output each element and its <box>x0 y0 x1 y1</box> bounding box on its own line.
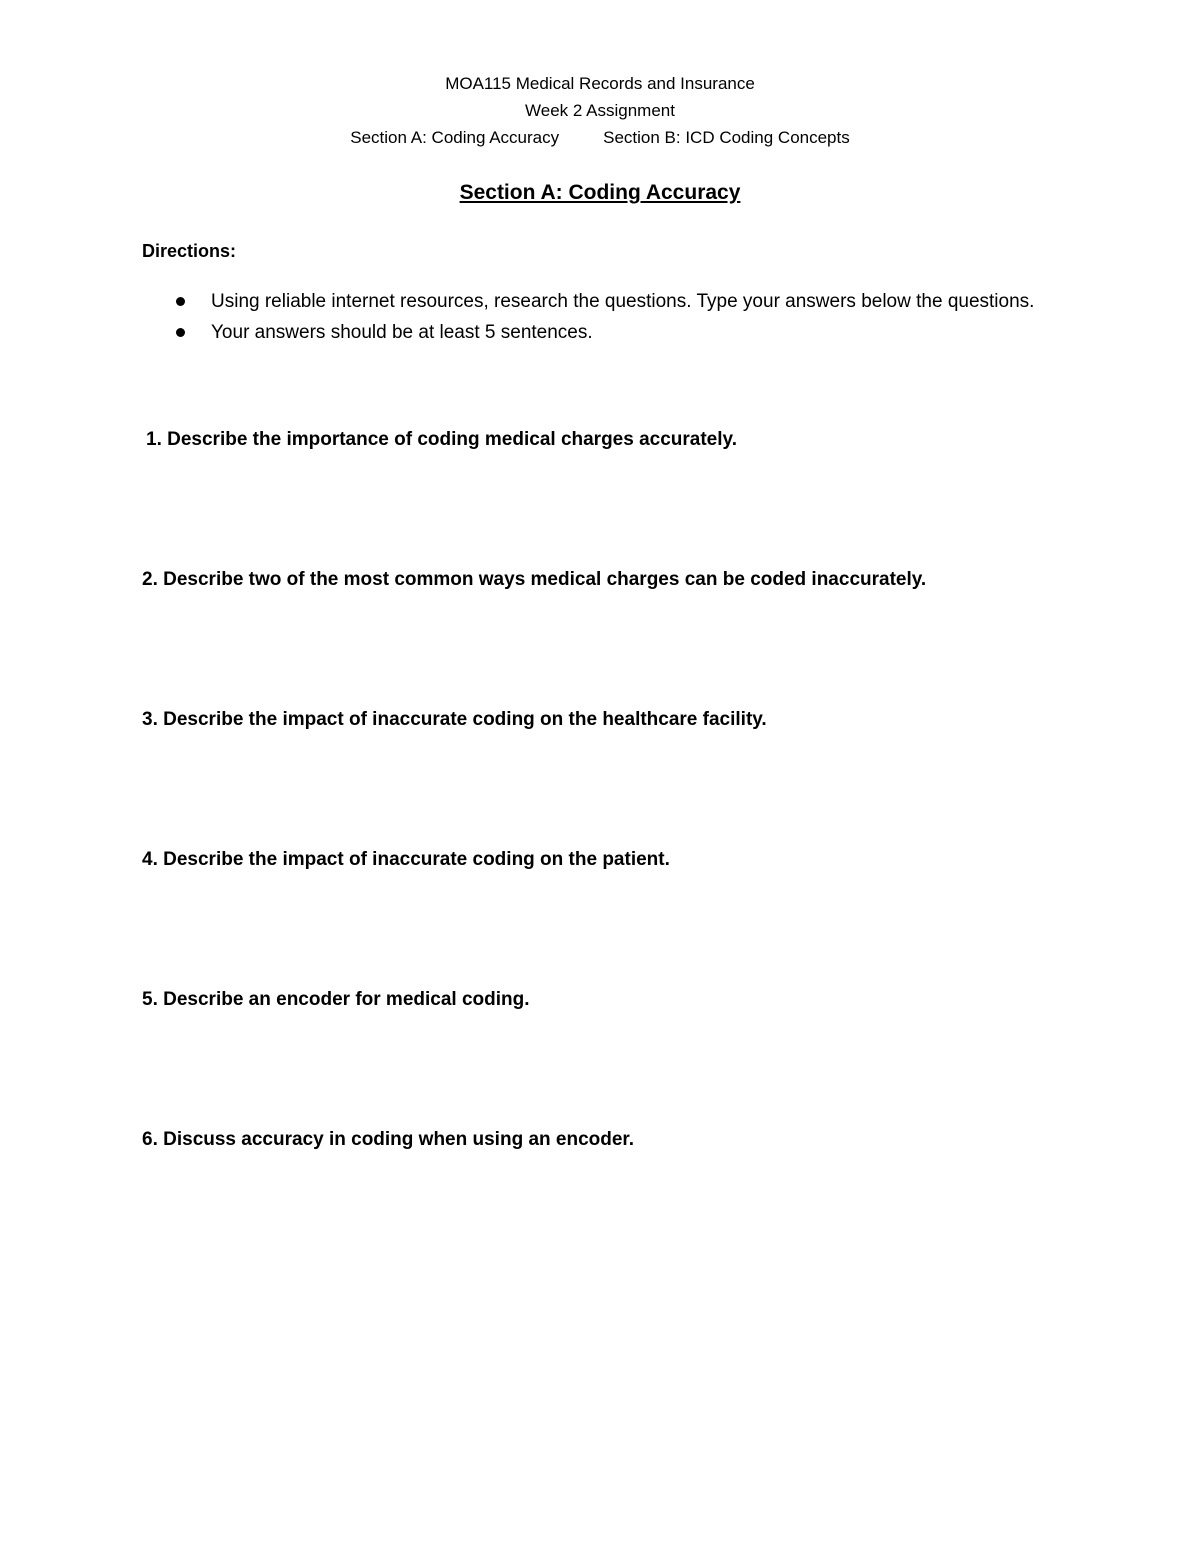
directions-list <box>142 286 1062 348</box>
bullet-icon <box>176 297 185 306</box>
list-item <box>142 286 1062 317</box>
section-heading: Section A: Coding Accuracy <box>459 181 741 204</box>
assignment-title: Week 2 Assignment <box>525 101 675 120</box>
directions-label: Directions: <box>142 241 237 261</box>
section-list <box>0 128 1200 148</box>
question-2: 2. Describe two of the most common ways medical charges can be coded inaccurately. <box>142 569 927 590</box>
section-a-label: Section A: Coding Accuracy <box>350 128 560 147</box>
question-5: 5. Describe an encoder for medical coding. <box>142 989 530 1010</box>
bullet-text: Using reliable internet resources, research the questions. Type your answers below the questions. <box>211 291 1035 312</box>
section-b-label: Section B: ICD Coding Concepts <box>603 128 850 147</box>
question-1: 1. Describe the importance of coding medical charges accurately. <box>146 429 737 450</box>
question-3: 3. Describe the impact of inaccurate coding on the healthcare facility. <box>142 709 767 730</box>
question-6: 6. Discuss accuracy in coding when using an encoder. <box>142 1129 635 1150</box>
bullet-icon <box>176 328 185 337</box>
list-item <box>142 317 1062 348</box>
question-4: 4. Describe the impact of inaccurate coding on the patient. <box>142 849 670 870</box>
course-title: MOA115 Medical Records and Insurance <box>445 74 755 93</box>
bullet-text: Your answers should be at least 5 sentences. <box>211 322 593 343</box>
